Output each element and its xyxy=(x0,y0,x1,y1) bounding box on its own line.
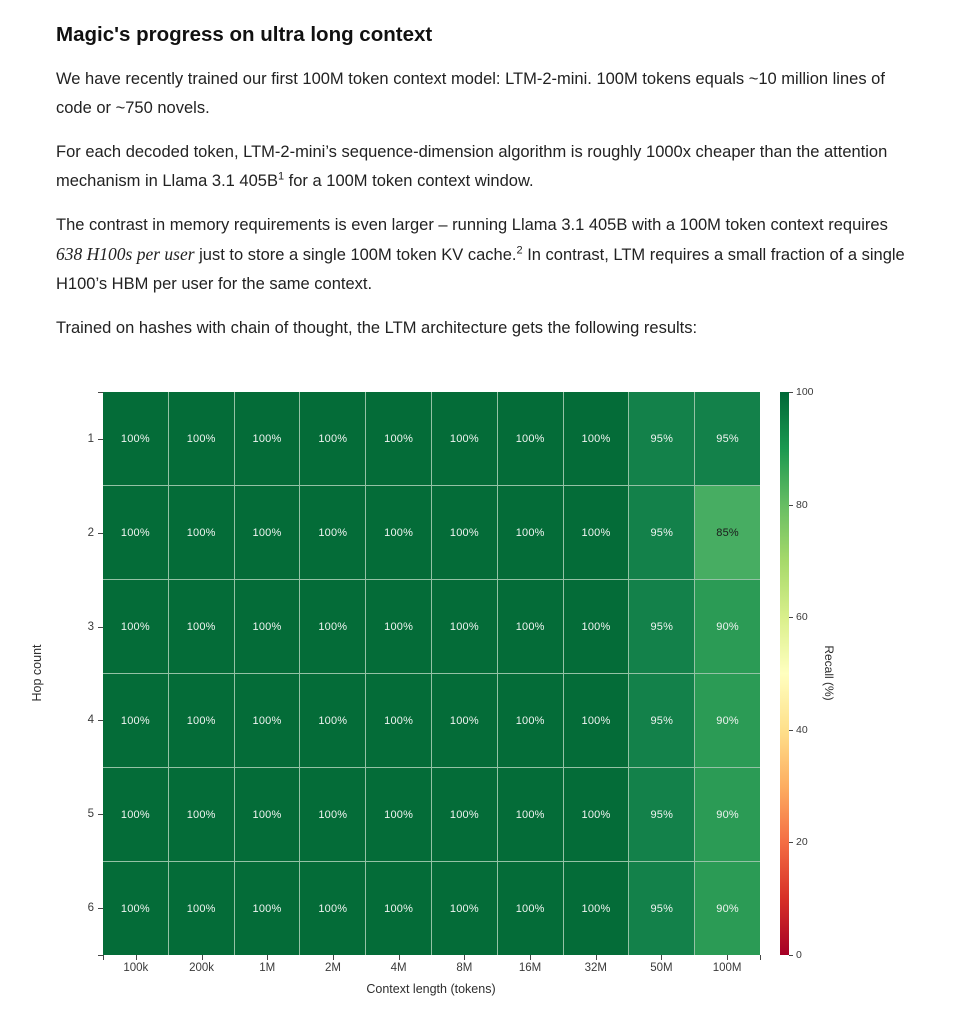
heatmap-cell: 100% xyxy=(498,862,563,955)
heatmap-cell: 100% xyxy=(366,768,431,861)
y-axis-tick-label: 6 xyxy=(87,902,94,915)
y-axis-tick xyxy=(98,814,103,815)
heatmap-cell: 95% xyxy=(629,580,694,673)
heatmap-cell: 100% xyxy=(498,768,563,861)
page-title: Magic's progress on ultra long context xyxy=(56,23,433,46)
heatmap-cell: 100% xyxy=(366,392,431,485)
colorbar xyxy=(780,392,789,955)
heatmap-cell: 100% xyxy=(103,580,168,673)
heatmap-cell: 100% xyxy=(235,580,300,673)
heatmap-cell: 95% xyxy=(629,674,694,767)
x-axis-tick-label: 16M xyxy=(518,962,542,974)
colorbar-tick-label: 100 xyxy=(796,386,814,398)
heatmap-cell: 90% xyxy=(695,580,760,673)
heatmap-cell: 100% xyxy=(235,768,300,861)
x-axis-tick xyxy=(333,955,334,960)
heatmap-cell: 100% xyxy=(300,674,365,767)
x-axis-tick xyxy=(727,955,728,960)
x-axis-edge-tick xyxy=(760,955,761,960)
heatmap-cell: 100% xyxy=(498,674,563,767)
x-axis-title: Context length (tokens) xyxy=(366,982,496,996)
y-axis-tick xyxy=(98,439,103,440)
heatmap-cell: 95% xyxy=(629,486,694,579)
heatmap-cell: 100% xyxy=(235,486,300,579)
heatmap-cell: 100% xyxy=(564,392,629,485)
y-axis-tick xyxy=(98,627,103,628)
colorbar-title: Recall (%) xyxy=(822,645,836,701)
heatmap-cell: 100% xyxy=(300,392,365,485)
y-axis-tick xyxy=(98,533,103,534)
heatmap-cell: 100% xyxy=(366,580,431,673)
article-paragraphs xyxy=(56,65,912,343)
heatmap-cell: 100% xyxy=(432,486,497,579)
heatmap-cell: 100% xyxy=(432,580,497,673)
paragraph-text: for a 100M token context window. xyxy=(284,172,534,190)
heatmap-cell: 95% xyxy=(695,392,760,485)
heatmap-cell: 100% xyxy=(366,674,431,767)
x-axis-tick-label: 4M xyxy=(390,962,407,974)
y-axis-tick xyxy=(98,720,103,721)
y-axis-tick xyxy=(98,908,103,909)
x-axis-tick xyxy=(202,955,203,960)
heatmap-cell: 100% xyxy=(564,674,629,767)
y-axis-tick-label: 1 xyxy=(87,432,94,445)
x-axis-tick-label: 1M xyxy=(259,962,276,974)
paragraph xyxy=(56,65,912,123)
paragraph-text: We have recently trained our first 100M token context model: LTM-2-mini. 100M tokens equals ~10 million lines of code or ~750 novels. xyxy=(56,70,885,117)
footnote-reference: 2 xyxy=(516,244,523,257)
y-axis-tick-label: 4 xyxy=(87,714,94,727)
paragraph-text: just to store a single 100M token KV cache. xyxy=(194,246,517,264)
heatmap-cell: 100% xyxy=(432,674,497,767)
paragraph-text: 638 H100s per user xyxy=(56,244,195,264)
paragraph-text: For each decoded token, LTM-2-mini’s sequence-dimension algorithm is roughly 1000x cheaper than the attention mechanism in Llama 3.1 405B xyxy=(56,143,888,190)
x-axis-tick-label: 100k xyxy=(123,962,149,974)
colorbar-tick-label: 80 xyxy=(796,498,808,511)
colorbar-tick xyxy=(789,730,793,731)
heatmap-cell: 100% xyxy=(235,674,300,767)
heatmap-cell: 100% xyxy=(564,486,629,579)
colorbar-tick xyxy=(789,505,793,506)
heatmap-cell: 90% xyxy=(695,768,760,861)
paragraph-text: In contrast, LTM requires a small fraction of a single H100’s HBM per user for the same context. xyxy=(56,246,905,293)
heatmap-cell: 100% xyxy=(498,392,563,485)
heatmap-cell: 100% xyxy=(235,862,300,955)
colorbar-tick-label: 40 xyxy=(796,723,808,736)
heatmap-cell: 100% xyxy=(564,580,629,673)
colorbar-tick xyxy=(789,392,793,393)
heatmap-cell: 100% xyxy=(169,862,234,955)
x-axis-tick-label: 50M xyxy=(650,962,673,974)
y-axis-tick-label: 3 xyxy=(87,620,94,633)
y-axis-edge-tick xyxy=(98,955,103,956)
heatmap-cell: 100% xyxy=(366,486,431,579)
footnote-reference: 1 xyxy=(277,170,285,183)
x-axis-tick xyxy=(661,955,662,960)
heatmap-cell: 100% xyxy=(432,768,497,861)
heatmap-cell: 100% xyxy=(103,392,168,485)
heatmap-grid xyxy=(103,392,760,955)
x-axis-tick-label: 32M xyxy=(584,962,607,974)
x-axis-tick xyxy=(530,955,531,960)
colorbar-tick xyxy=(789,842,793,843)
heatmap-cell: 100% xyxy=(300,486,365,579)
colorbar-tick-label: 60 xyxy=(796,611,808,624)
heatmap-cell: 100% xyxy=(498,580,563,673)
x-axis-tick xyxy=(464,955,465,960)
heatmap-cell: 95% xyxy=(629,392,694,485)
heatmap-cell: 100% xyxy=(103,768,168,861)
article xyxy=(56,22,912,358)
colorbar-tick-label: 20 xyxy=(796,836,808,849)
heatmap-cell: 85% xyxy=(695,486,760,579)
x-axis-tick-label: 100M xyxy=(712,962,742,974)
heatmap-cell: 100% xyxy=(103,862,168,955)
y-axis-tick-label: 5 xyxy=(87,808,94,821)
x-axis-tick-label: 8M xyxy=(456,962,473,974)
heatmap-cell: 100% xyxy=(169,392,234,485)
heatmap-cell: 100% xyxy=(432,392,497,485)
heatmap-cell: 100% xyxy=(300,768,365,861)
x-axis-tick xyxy=(136,955,137,960)
heatmap-cell: 95% xyxy=(629,768,694,861)
y-axis-edge-tick xyxy=(98,392,103,393)
heatmap-cell: 100% xyxy=(169,768,234,861)
paragraph-text: Trained on hashes with chain of thought, the LTM architecture gets the following results: xyxy=(56,319,698,337)
paragraph xyxy=(56,138,912,196)
heatmap-cell: 100% xyxy=(103,486,168,579)
heatmap-cell: 100% xyxy=(169,674,234,767)
y-axis-tick-label: 2 xyxy=(87,526,94,539)
recall-heatmap-figure xyxy=(0,360,960,1025)
heatmap-cell: 100% xyxy=(300,862,365,955)
heatmap-cell: 100% xyxy=(300,580,365,673)
heatmap-cell: 100% xyxy=(103,674,168,767)
colorbar-tick xyxy=(789,617,793,618)
colorbar-tick-label: 0 xyxy=(796,949,802,961)
paragraph xyxy=(56,211,912,299)
x-axis-tick xyxy=(399,955,400,960)
heatmap-cell: 90% xyxy=(695,674,760,767)
heatmap-cell: 95% xyxy=(629,862,694,955)
heatmap-cell: 100% xyxy=(366,862,431,955)
paragraph-text: The contrast in memory requirements is even larger – running Llama 3.1 405B with a 100M token context requires xyxy=(56,216,888,234)
heatmap-cell: 100% xyxy=(169,486,234,579)
x-axis-tick xyxy=(596,955,597,960)
heatmap-cell: 100% xyxy=(564,768,629,861)
heatmap-cell: 90% xyxy=(695,862,760,955)
x-axis-tick-label: 2M xyxy=(324,962,341,974)
heatmap-cell: 100% xyxy=(169,580,234,673)
heatmap-cell: 100% xyxy=(564,862,629,955)
x-axis-tick xyxy=(267,955,268,960)
heatmap-cell: 100% xyxy=(498,486,563,579)
paragraph xyxy=(56,314,912,343)
colorbar-tick xyxy=(789,955,793,956)
x-axis-edge-tick xyxy=(103,955,104,960)
heatmap-cell: 100% xyxy=(432,862,497,955)
y-axis-title: Hop count xyxy=(30,644,44,702)
x-axis-tick-label: 200k xyxy=(189,962,215,974)
heatmap-cell: 100% xyxy=(235,392,300,485)
